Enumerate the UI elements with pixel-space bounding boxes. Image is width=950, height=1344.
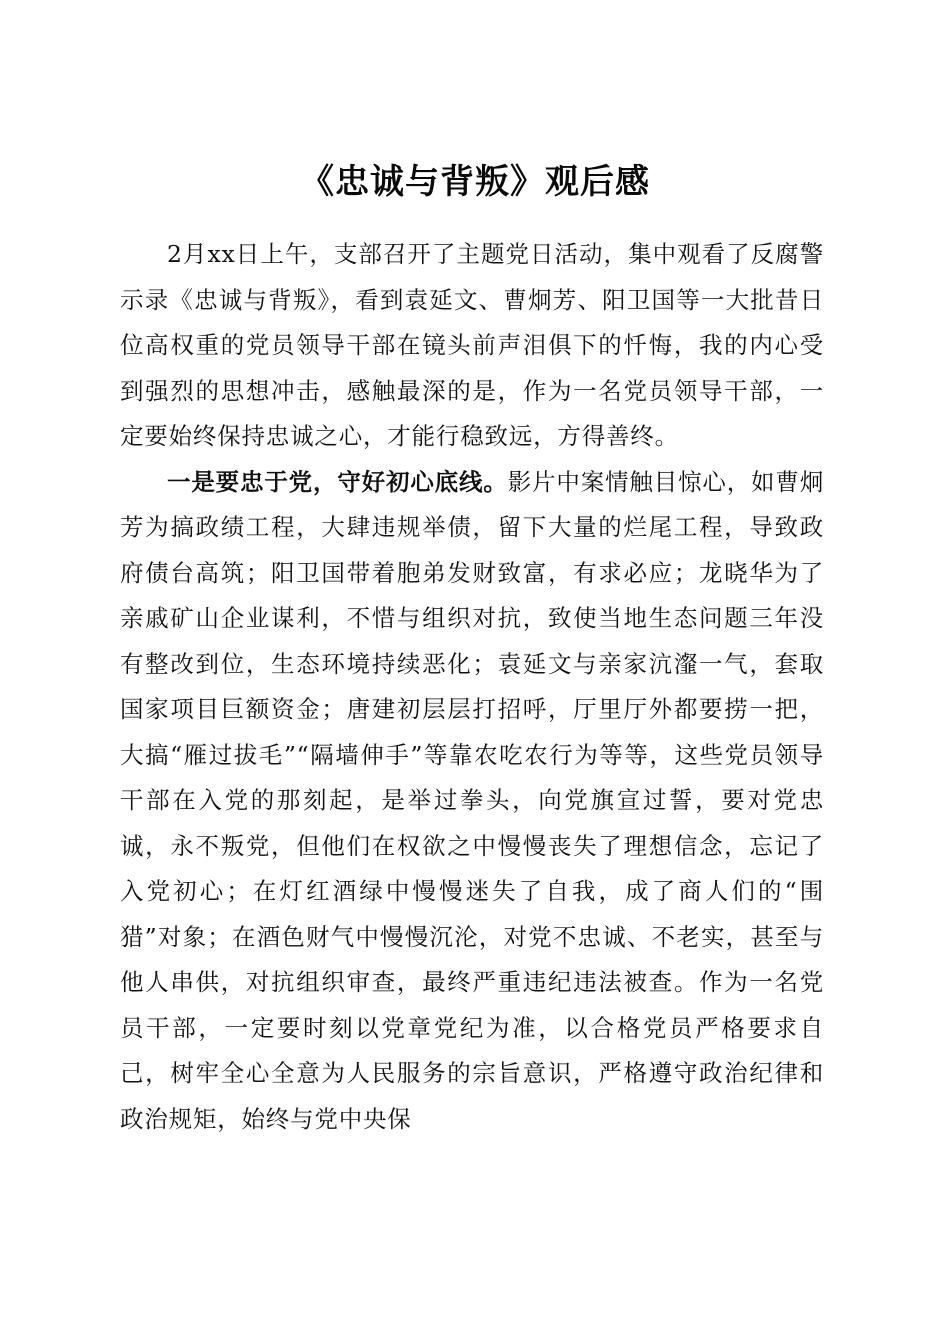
document-body — [120, 232, 824, 1142]
document-title: 《忠诚与背叛》观后感 — [300, 161, 650, 202]
paragraph-text: 2月xx日上午，支部召开了主题党日活动，集中观看了反腐警示录《忠诚与背叛》，看到袁延文、曹炯芳、阳卫国等一大批昔日位高权重的党员领导干部在镜头前声泪俱下的忏悔，我的内心受到强烈的思想冲击，感触最深的是，作为一名党员领导干部，一定要始终保持忠诚之心，才能行稳致远，方得善终。 — [120, 240, 824, 450]
paragraph-text: 影片中案情触目惊心，如曹炯芳为搞政绩工程，大肆违规举债，留下大量的烂尾工程，导致政府债台高筑；阳卫国带着胞弟发财致富，有求必应；龙晓华为了亲戚矿山企业谋利，不惜与组织对抗，致使当地生态问题三年没有整改到位，生态环境持续恶化；袁延文与亲家沆瀣一气，套取国家项目巨额资金；唐建初层层打招呼，厅里厅外都要捞一把，大搞“雁过拔毛”“隔墙伸手”等靠农吃农行为等等，这些党员领导干部在入党的那刻起，是举过拳头，向党旗宣过誓，要对党忠诚，永不叛党，但他们在权欲之中慢慢丧失了理想信念，忘记了入党初心；在灯红酒绿中慢慢迷失了自我，成了商人们的“围猎”对象；在酒色财气中慢慢沉沦，对党不忠诚、不老实，甚至与他人串供，对抗组织审查，最终严重违纪违法被查。作为一名党员干部，一定要时刻以党章党纪为准，以合格党员严格要求自己，树牢全心全意为人民服务的宗旨意识，严格遵守政治纪律和政治规矩，始终与党中央保 — [120, 467, 824, 1133]
paragraph-intro — [120, 232, 824, 460]
paragraph-lead: 一是要忠于党，守好初心底线。 — [167, 467, 508, 496]
paragraph-loyalty-to-party — [120, 460, 824, 1143]
